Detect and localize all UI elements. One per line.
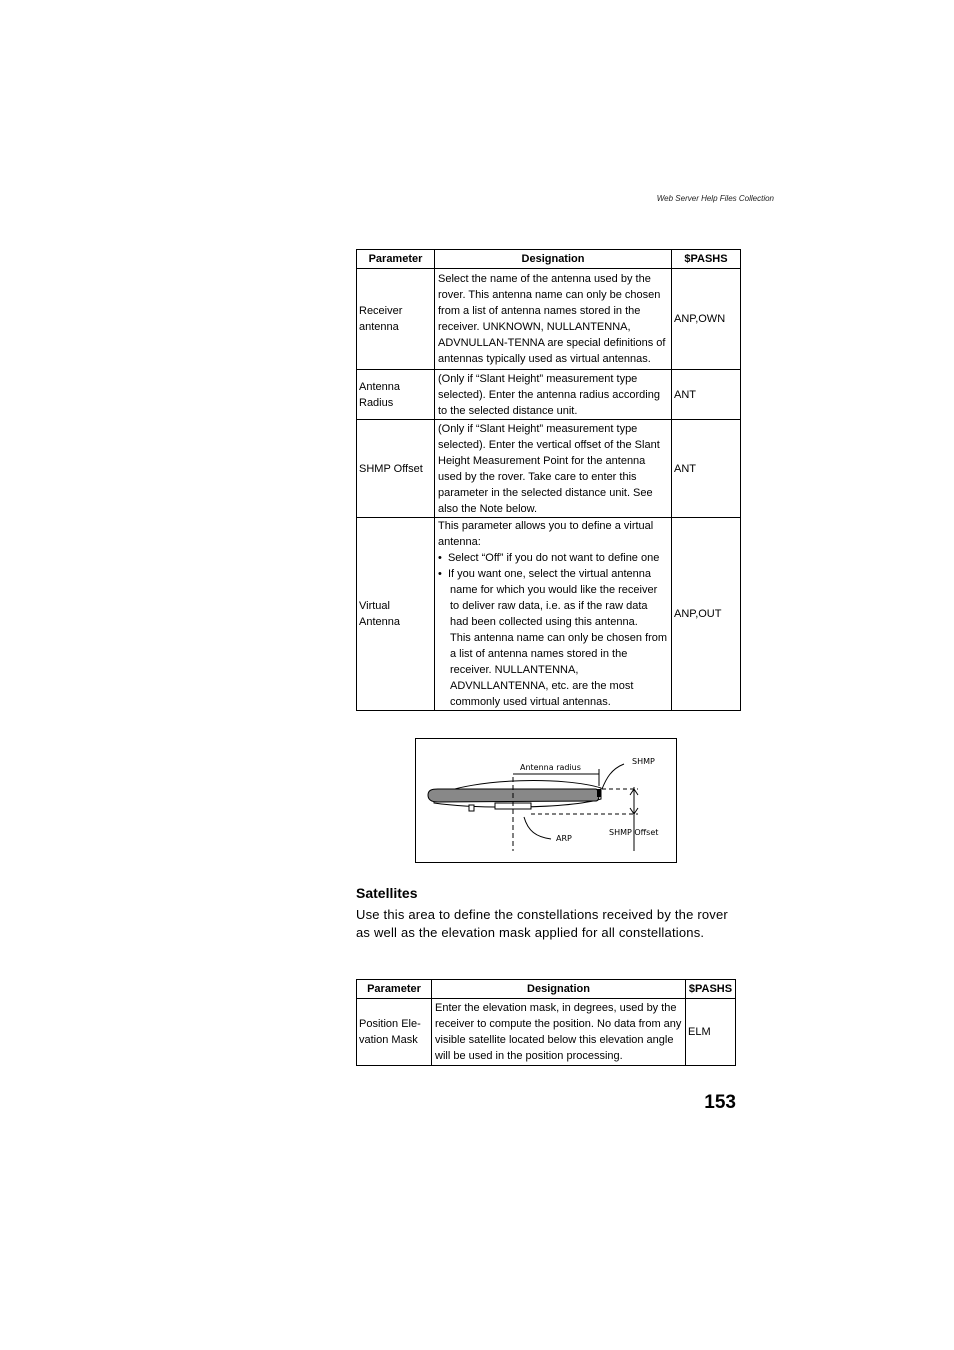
table-row <box>357 518 741 711</box>
designation-note: This antenna name can only be chosen from a list of antenna names stored in the receiver. NULLANTENNA, ADVNLLANTENNA, etc. are the most commonly used virtual antennas. <box>450 632 668 708</box>
bullet-item: • Select “Off” if you do not want to define one <box>438 552 660 564</box>
column-header-designation: Designation <box>432 980 686 999</box>
designation-cell: Select the name of the antenna used by the rover. This antenna name can only be chosen from a list of antenna names stored in the receiver. UNKNOWN, NULLANTENNA, ADVNULLAN-TENNA are special definitions of antennas typically used as virtual antennas. <box>435 269 672 370</box>
shmp-label: SHMP <box>632 757 655 766</box>
column-header-parameter: Parameter <box>357 980 432 999</box>
shmp-marker <box>597 789 601 797</box>
designation-intro: This parameter allows you to define a virtual antenna: <box>438 520 654 548</box>
designation-cell: (Only if “Slant Height” measurement type selected). Enter the antenna radius according to the selected distance unit. <box>435 370 672 420</box>
bullet-text: If you want one, select the virtual antenna name for which you would like the receiver to deliver raw data, i.e. as if the raw data had been collected using this antenna. <box>447 568 658 628</box>
table-header-row <box>357 980 736 999</box>
pashs-cell: ANT <box>672 370 741 420</box>
running-header: Web Server Help Files Collection <box>656 194 774 203</box>
page-number: 153 <box>704 1092 736 1113</box>
table-row <box>357 370 741 420</box>
section-body: Use this area to define the constellations received by the rover as well as the elevation mask applied for all constellations. <box>356 907 728 940</box>
arp-leader <box>524 817 551 839</box>
pashs-cell: ANT <box>672 420 741 518</box>
pashs-cell: ELM <box>686 999 736 1066</box>
table-header-row <box>357 250 741 269</box>
column-header-pashs: $PASHS <box>686 980 736 999</box>
column-header-pashs: $PASHS <box>672 250 741 269</box>
designation-cell: (Only if “Slant Height” measurement type selected). Enter the vertical offset of the Slant Height Measurement Point for the antenna used by the rover. Take care to enter this parameter in the selected distance unit. See also the Note below. <box>435 420 672 518</box>
column-header-parameter: Parameter <box>357 250 435 269</box>
shmp-leader <box>602 764 624 789</box>
table-row <box>357 999 736 1066</box>
column-header-designation: Designation <box>435 250 672 269</box>
table-row <box>357 269 741 370</box>
parameter-cell: Antenna Radius <box>357 370 435 420</box>
antenna-parameters-table <box>356 249 741 711</box>
table-row <box>357 420 741 518</box>
parameter-cell: Position Ele-vation Mask <box>357 999 432 1066</box>
arp-label: ARP <box>556 834 572 843</box>
parameter-cell: SHMP Offset <box>357 420 435 518</box>
antenna-radius-label: Antenna radius <box>520 763 581 772</box>
antenna-diagram <box>415 738 677 863</box>
designation-cell: Enter the elevation mask, in degrees, used by the receiver to compute the position. No data from any visible satellite located below this elevation angle will be used in the position processing. <box>432 999 686 1066</box>
satellites-parameters-table <box>356 979 736 1066</box>
shmp-offset-label: SHMP Offset <box>609 828 659 837</box>
designation-cell <box>435 518 672 711</box>
pashs-cell: ANP,OUT <box>672 518 741 711</box>
parameter-cell: Virtual Antenna <box>357 518 435 711</box>
bullet-item: • If you want one, select the virtual antenna name for which you would like the receiver to deliver raw data, i.e. as if the raw data had been collected using this antenna. <box>438 568 658 628</box>
section-title: Satellites <box>356 885 418 901</box>
bullet-text: Select “Off” if you do not want to define one <box>447 552 660 564</box>
pashs-cell: ANP,OWN <box>672 269 741 370</box>
parameter-cell: Receiver antenna <box>357 269 435 370</box>
antenna-connector <box>469 805 474 811</box>
